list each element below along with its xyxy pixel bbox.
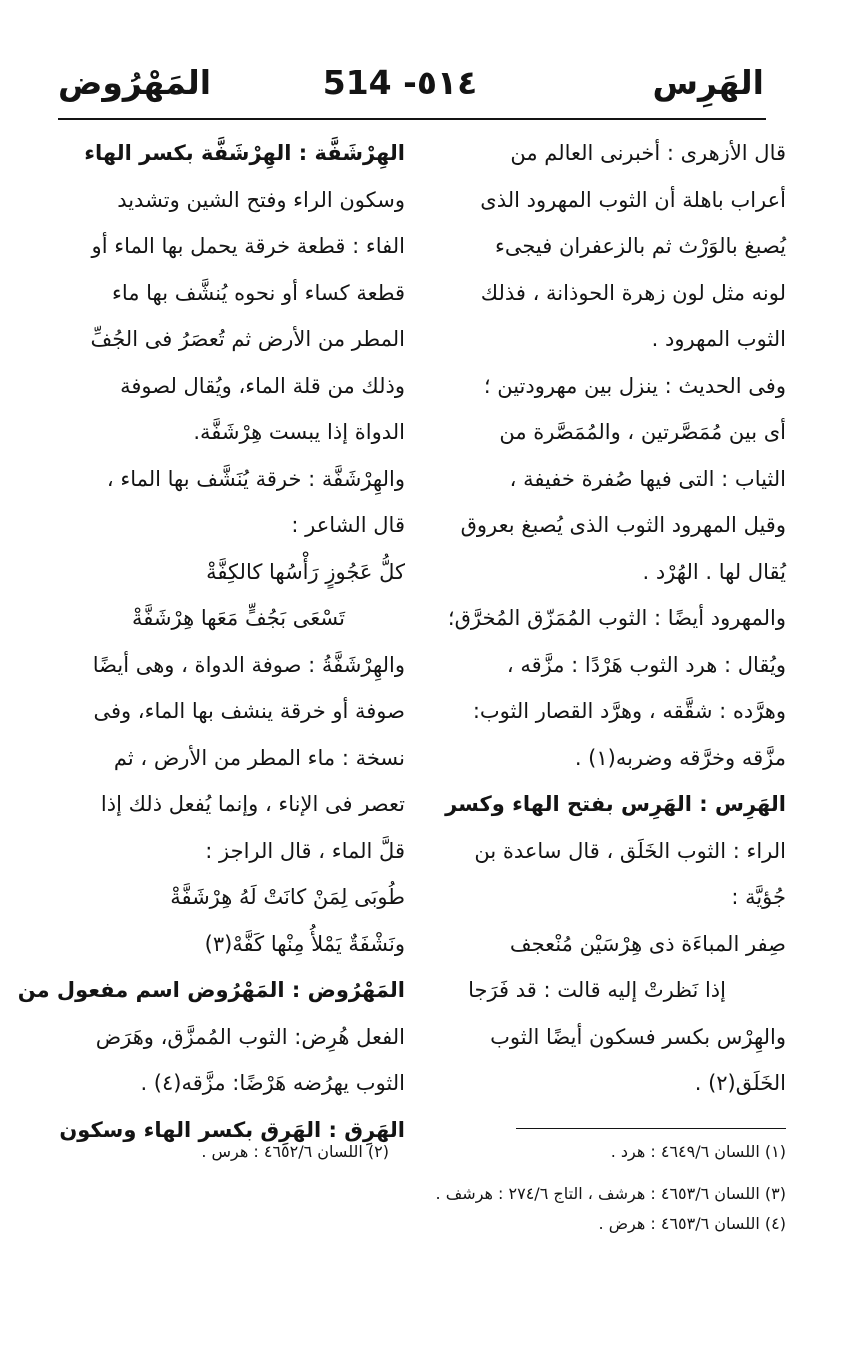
text-line: ويُقال : هرد الثوب هَرْدًا : مزَّقه ، (506, 652, 786, 677)
text-line: الثوب المهرود . (651, 327, 786, 351)
text-line: يُصبغ بالوَرْث ثم بالزعفران فيجىء (494, 234, 786, 258)
text-line: والمهرود أيضًا : الثوب المُمَزّق المُخرَّق؛ (447, 606, 786, 630)
text-line: جُؤيَّة : (731, 885, 786, 909)
verse-line: كلُّ عَجُوزٍ رَأْسُها كالكِفَّةْ (206, 559, 405, 584)
text-line: وذلك من قلة الماء، ويُقال لصوفة (120, 373, 405, 398)
text-line: الخَلَق(٢) . (694, 1071, 786, 1095)
running-head-left: المَهْرُوض (58, 63, 212, 102)
text-line: مزَّقه وخرَّقه وضربه(١) . (574, 745, 786, 770)
text-line: الفعل هُرِض: الثوب المُمزَّق، وهَرَض (95, 1024, 405, 1049)
entry-heading-line: الهِرْشَفَّة : الهِرْشَفَّة بكسر الهاء (84, 141, 405, 165)
text-line: وفى الحديث : ينزل بين مهرودتين ؛ (483, 373, 786, 398)
text-line: الثياب : التى فيها صُفرة خفيفة ، (509, 466, 786, 491)
text-line: وسكون الراء وفتح الشين وتشديد (117, 187, 405, 212)
text-line: الثوب يهرُضه هَرْضًا: مزَّقه(٤) . (140, 1071, 405, 1095)
text-line: قطعة كساء أو نحوه يُنشَّف بها ماء (111, 280, 405, 305)
text-line: أى بين مُمَصَّرتين ، والمُمَصَّرة من (499, 420, 786, 444)
text-line: الراء : الثوب الخَلَق ، قال ساعدة بن (474, 838, 786, 863)
page-number: 514 -٥١٤ (322, 63, 478, 102)
text-line: الدواة إذا يبست هِرْشَفَّة. (193, 420, 405, 444)
header-rule (58, 118, 766, 120)
footnote-4: (٤) اللسان ٤٦٥٣/٦ : هرض . (598, 1214, 786, 1233)
text-line: والهِرْشَفَّة : خرقة يُنَشَّف بها الماء ، (106, 466, 405, 491)
entry-heading-line: الهَرِق : الهَرِق بكسر الهاء وسكون (59, 1117, 405, 1142)
text-line: تعصر فى الإناء ، وإنما يُفعل ذلك إذا (100, 792, 405, 816)
verse-line: ونَشْفَةٌ يَمْلأُ مِنْها كَفَّهْ(٣) (204, 931, 405, 956)
text-line: قلَّ الماء ، قال الراجز : (205, 838, 405, 863)
text-line: يُقال لها . الهُرْد . (642, 559, 786, 584)
text-line: الفاء : قطعة خرقة يحمل بها الماء أو (91, 234, 405, 258)
entry-heading-line: المَهْرُوض : المَهْرُوض اسم مفعول من (17, 978, 405, 1002)
footnote-1: (١) اللسان ٤٦٤٩/٦ : هرد . (610, 1142, 786, 1161)
text-line: وهرَّده : شقَّقه ، وهرَّد القصار الثوب: (472, 699, 786, 723)
text-line: المطر من الأرض ثم تُعصَرُ فى الجُفِّ (90, 327, 405, 351)
verse-line: إذا نَظرتْ إليه قالت : قد فَرَجا (468, 978, 726, 1002)
verse-line: طُوبَى لِمَنْ كانَتْ لَهُ هِرْشَفَّةْ (170, 885, 405, 909)
text-line: صوفة أو خرقة ينشف بها الماء، وفى (93, 699, 405, 723)
text-line: نسخة : ماء المطر من الأرض ، ثم (113, 745, 405, 770)
entry-heading-line: الهَرِس : الهَرِس بفتح الهاء وكسر (445, 792, 786, 816)
text-line: والهِرْس بكسر فسكون أيضًا الثوب (490, 1024, 786, 1049)
verse-line: صِفر المباءَة ذى هِرْسَيْن مُنْعجف (509, 931, 786, 956)
verse-line: تَسْعَى بَجُفٍّ مَعَها هِرْشَفَّةْ (132, 606, 345, 630)
text-line: أعراب باهلة أن الثوب المهرود الذى (480, 187, 786, 212)
footnote-rule (516, 1128, 786, 1129)
right-column (436, 130, 786, 1115)
text-line: وقيل المهرود الثوب الذى يُصبغ بعروق (460, 513, 786, 537)
text-line: قال الأزهرى : أخبرنى العالم من (510, 141, 786, 165)
text-line: قال الشاعر : (291, 513, 405, 537)
footnote-3: (٣) اللسان ٤٦٥٣/٦ : هرشف ، التاج ٢٧٤/٦ : هرشف . (435, 1184, 786, 1203)
text-line: لونه مثل لون زهرة الحوذانة ، فذلك (480, 280, 786, 305)
text-line: والهِرْشَفَّةُ : صوفة الدواة ، وهى أيضًا (92, 652, 405, 677)
left-column (17, 130, 405, 1142)
footnote-2: (٢) اللسان ٤٦٥٢/٦ : هرس . (201, 1142, 389, 1161)
running-head-right: الهَرِس (652, 63, 764, 102)
